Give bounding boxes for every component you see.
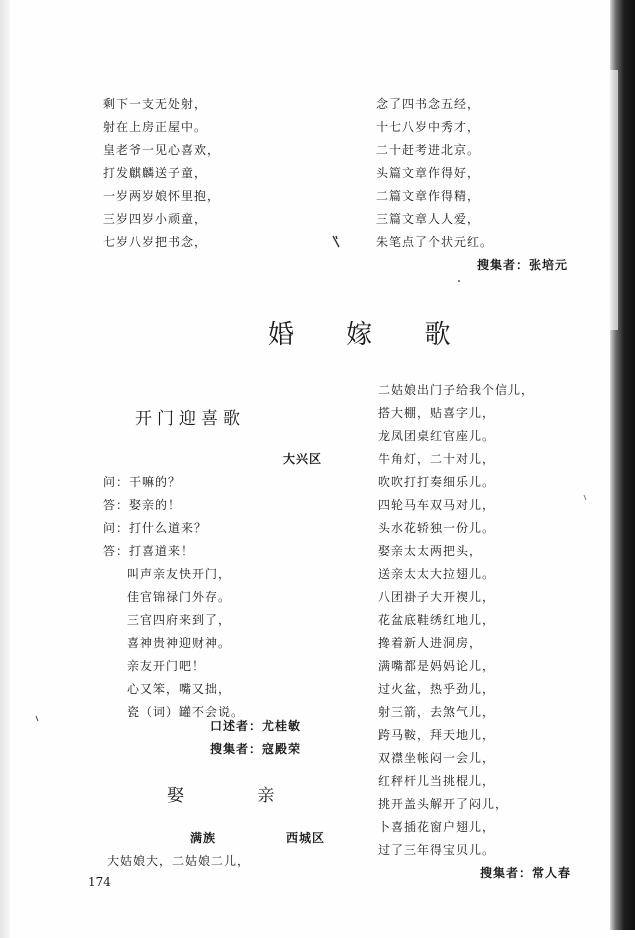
song-title-kaimen: 开门迎喜歌 [135,409,245,429]
dialogue-line: 问：干嘛的？ [103,475,182,489]
verse-line: 吹吹打打奏细乐儿。 [378,475,496,489]
right-collector-credit: 搜集者：常人春 [480,866,572,880]
verse-line: 佳官锦禄门外存。 [127,590,232,604]
song1-narrator-credit: 口述者：尤桂敏 [210,719,302,733]
page-gutter-shadow [0,0,10,938]
verse-line: 叫声亲友快开门， [127,567,232,581]
verse-line: 二姑娘出门子给我个信儿， [378,383,535,397]
song2-ethnicity: 满族 [190,831,217,845]
verse-line: 搭大棚，贴喜字儿， [378,406,496,420]
verse-line: 满嘴都是妈妈论儿， [378,659,496,673]
poem-line: 二十赶考进北京。 [376,143,481,157]
scan-speck-mark [582,494,588,502]
scan-speck-mark [456,278,462,286]
verse-line: 送亲太太大拉翅儿。 [378,567,496,581]
verse-line: 过了三年得宝贝儿。 [378,843,496,857]
scan-speck-mark [34,715,40,723]
verse-line: 瓷（词）罐不会说。 [127,705,245,719]
poem-line: 三岁四岁小顽童， [103,212,208,226]
dialogue-line: 答：娶亲的！ [103,498,182,512]
dialogue-line: 答：打喜道来！ [103,544,195,558]
poem-line: 剩下一支无处射， [103,97,208,111]
song2-region: 西城区 [286,831,326,845]
poem-line: 射在上房正屋中。 [103,120,208,134]
poem-line: 朱笔点了个状元红。 [376,235,494,249]
verse-line: 头水花轿独一份儿。 [378,521,496,535]
poem-line: 三篇文章人人爱， [376,212,481,226]
poem-line: 皇老爷一见心喜欢， [103,143,221,157]
verse-line: 三官四府来到了， [127,613,232,627]
verse-line: 牛角灯，二十对儿， [378,452,496,466]
verse-line: 八团褂子大开褉儿， [378,590,496,604]
poem-line: 一岁两岁娘怀里抱， [103,189,221,203]
verse-line: 四轮马车双马对儿， [378,498,496,512]
verse-line: 娶亲太太两把头， [378,544,483,558]
poem-line: 二篇文章作得精， [376,189,481,203]
verse-line: 亲友开门吧！ [127,659,206,673]
song1-collector-credit: 搜集者：寇殿荣 [210,742,302,756]
poem-line: 打发麒麟送子童， [103,166,208,180]
verse-line: 龙凤团桌红官座儿。 [378,429,496,443]
verse-line: 挑开盖头解开了闷儿， [378,797,509,811]
verse-line: 大姑娘大，二姑娘二儿， [107,854,251,868]
verse-line: 双襟坐帐闷一会儿， [378,751,496,765]
poem-line: 十七八岁中秀才， [376,120,481,134]
poem-line: 念了四书念五经， [376,97,481,111]
scan-speck-mark [330,233,344,251]
verse-line: 心又笨，嘴又拙， [127,682,232,696]
song-title-quqin: 娶 亲 [167,786,309,806]
verse-line: 卜喜插花窗户翅儿， [378,820,496,834]
verse-line: 喜神贵神迎财神。 [127,636,232,650]
poem-line: 头篇文章作得好， [376,166,481,180]
song1-region: 大兴区 [283,452,323,466]
section-title: 婚 嫁 歌 [268,320,473,350]
verse-line: 跨马鞍，拜天地儿， [378,728,496,742]
poem-line: 七岁八岁把书念， [103,235,208,249]
dialogue-line: 问：打什么道来？ [103,521,208,535]
scan-dark-edge [610,0,635,938]
verse-line: 红秤杆儿当挑棍儿， [378,774,496,788]
verse-line: 过火盆，热乎劲儿， [378,682,496,696]
verse-line: 搀着新人进洞房， [378,636,483,650]
top-collector-credit: 搜集者：张培元 [477,258,569,272]
page-number: 174 [88,875,111,889]
verse-line: 花盆底鞋绣红地儿， [378,613,496,627]
verse-line: 射三箭，去煞气儿， [378,705,496,719]
